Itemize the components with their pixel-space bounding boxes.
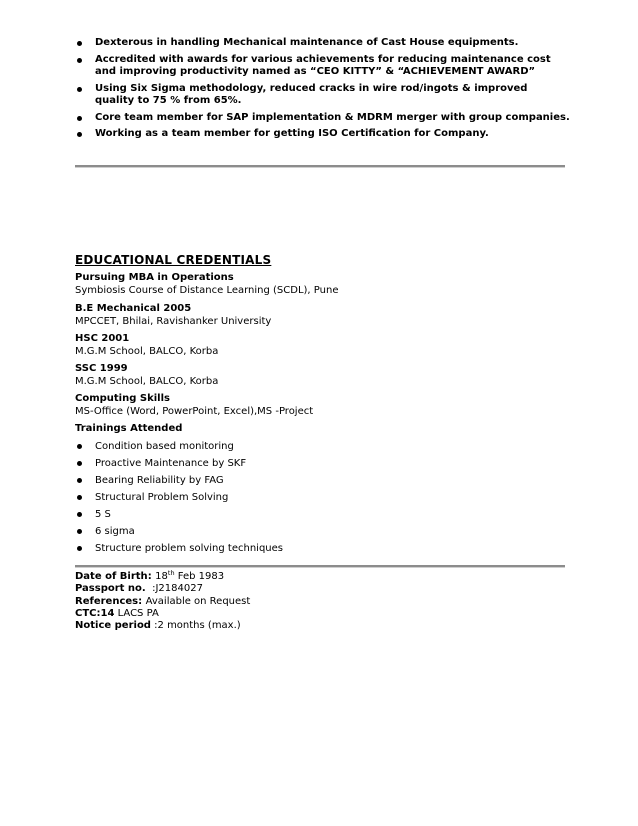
entry-heading: Computing Skills <box>75 393 170 404</box>
bullet-icon <box>77 495 82 500</box>
dob-line: Date of Birth: 18th Feb 1983 <box>75 569 225 582</box>
entry-heading: Trainings Attended <box>75 423 183 434</box>
training-text: Structure problem solving techniques <box>95 543 283 554</box>
list-item <box>75 543 570 555</box>
entry-detail: Symbiosis Course of Distance Learning (SCDL), Pune <box>75 284 339 296</box>
trainings-heading <box>75 423 182 436</box>
bullet-icon <box>77 546 82 551</box>
notice-label: Notice period <box>75 620 151 632</box>
list-item <box>75 37 570 50</box>
entry-detail: M.G.M School, BALCO, Korba <box>75 345 219 357</box>
achievement-text: Dexterous in handling Mechanical maintenance of Cast House equipments. <box>95 37 519 48</box>
entry-detail: M.G.M School, BALCO, Korba <box>75 375 219 387</box>
achievements-list <box>75 37 570 145</box>
training-text: Proactive Maintenance by SKF <box>95 458 247 469</box>
bullet-icon <box>77 512 82 517</box>
references-label: References <box>75 595 139 607</box>
personal-details <box>75 571 250 632</box>
list-item <box>75 83 570 108</box>
entry-heading: B.E Mechanical 2005 <box>75 303 192 314</box>
list-item <box>75 509 570 521</box>
section-title: EDUCATIONAL CREDENTIALS <box>75 253 272 267</box>
passport-line <box>75 583 250 595</box>
achievement-text: Core team member for SAP implementation & MDRM merger with group companies. <box>95 111 570 123</box>
bullet-icon <box>77 58 82 63</box>
list-item <box>75 112 570 125</box>
list-item <box>75 475 570 487</box>
section-divider <box>75 165 565 168</box>
bullet-icon <box>77 461 82 466</box>
notice-value: :2 months (max.) <box>154 620 241 632</box>
computing-skills <box>75 393 313 418</box>
entry-detail: MPCCET, Bhilai, Ravishanker University <box>75 315 272 327</box>
education-entry-be <box>75 303 271 328</box>
education-entry-hsc <box>75 333 218 358</box>
passport-label: Passport no. <box>75 583 146 595</box>
entry-detail: MS-Office (Word, PowerPoint, Excel),MS -Project <box>75 405 314 417</box>
trainings-list <box>75 441 570 560</box>
ctc-label: CTC:14 <box>75 607 115 619</box>
dob-day: 18 <box>155 571 168 582</box>
list-item <box>75 492 570 504</box>
entry-heading: HSC 2001 <box>75 333 130 344</box>
passport-value: :J2184027 <box>152 583 203 595</box>
education-entry-mba <box>75 272 338 297</box>
education-entry-ssc <box>75 363 218 388</box>
bullet-icon <box>77 529 82 534</box>
training-text: 5 S <box>95 509 111 520</box>
bullet-icon <box>77 87 82 92</box>
achievement-text: Accredited with awards for various achievements for reducing maintenance cost and improving productivity named as “CEO KITTY” & “ACHIEVEMENT AWARD” <box>95 53 551 77</box>
ctc-line <box>75 608 250 620</box>
achievement-text: Working as a team member for getting ISO Certification for Company. <box>95 128 489 139</box>
training-text: Structural Problem Solving <box>95 492 229 503</box>
notice-line <box>75 620 250 632</box>
list-item <box>75 526 570 538</box>
list-item <box>75 458 570 470</box>
entry-heading: Pursuing MBA in Operations <box>75 272 234 283</box>
ctc-value: LACS PA <box>117 607 159 619</box>
list-item <box>75 128 570 141</box>
list-item <box>75 441 570 453</box>
bullet-icon <box>77 116 82 121</box>
entry-heading: SSC 1999 <box>75 363 128 374</box>
dob-label: Date of Birth <box>75 571 148 582</box>
bullet-icon <box>77 41 82 46</box>
dob-suffix: th <box>167 569 175 577</box>
bullet-icon <box>77 444 82 449</box>
dob-rest: Feb 1983 <box>177 571 225 582</box>
list-item <box>75 54 570 79</box>
training-text: Condition based monitoring <box>95 441 234 452</box>
section-divider <box>75 565 565 568</box>
training-text: 6 sigma <box>95 526 135 537</box>
training-text: Bearing Reliability by FAG <box>95 475 224 486</box>
achievement-text: Using Six Sigma methodology, reduced cracks in wire rod/ingots & improved quality to 75 % from 65%. <box>95 82 528 106</box>
bullet-icon <box>77 478 82 483</box>
references-line: References: Available on Request <box>75 595 251 607</box>
references-value: Available on Request <box>145 595 251 607</box>
bullet-icon <box>77 132 82 137</box>
